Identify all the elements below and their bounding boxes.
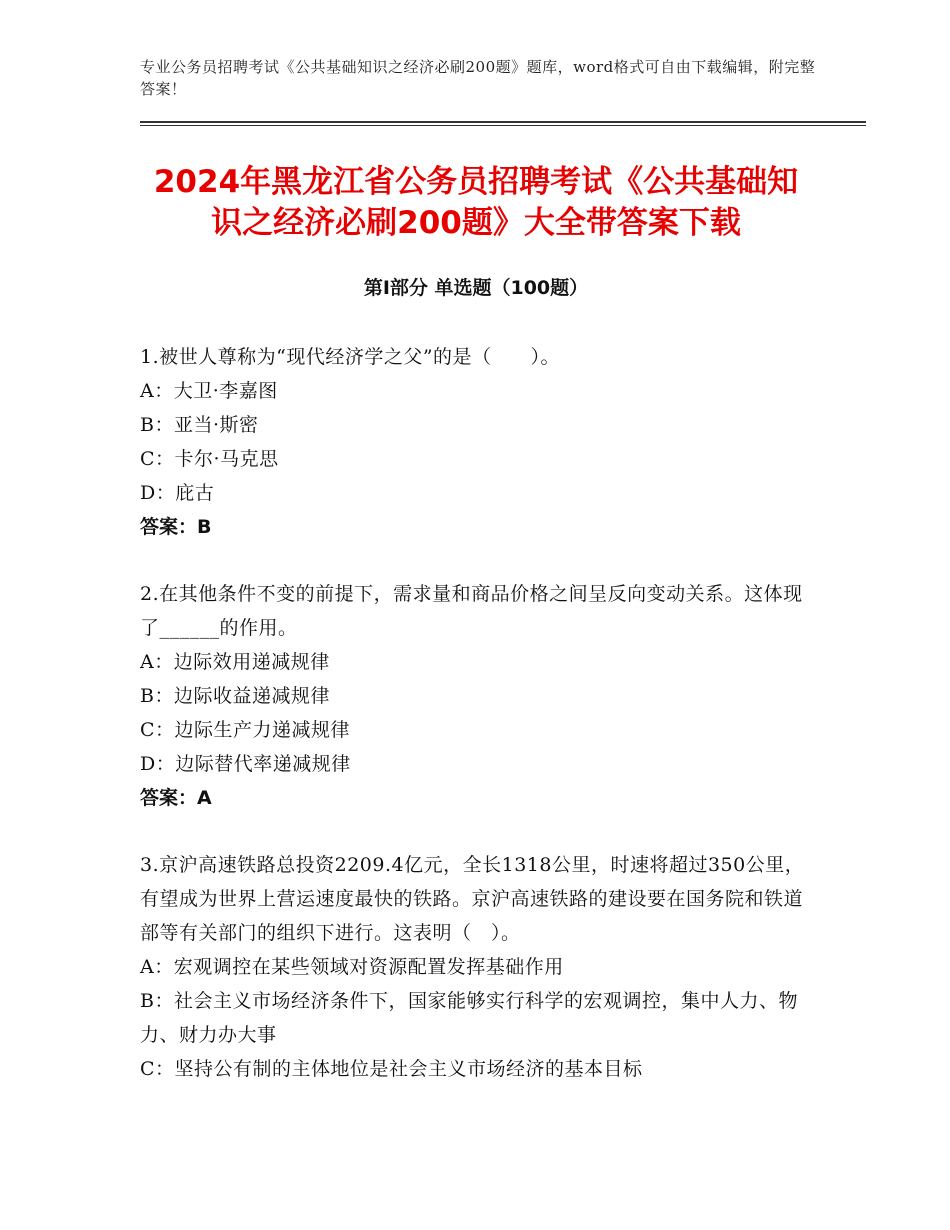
option-a: A：大卫·李嘉图 — [140, 380, 278, 402]
option-c: C：边际生产力递减规律 — [140, 719, 351, 741]
option-c: C：卡尔·马克思 — [140, 448, 279, 470]
header-note: 专业公务员招聘考试《公共基础知识之经济必刷200题》题库，word格式可自由下载编辑，附完整答案！ — [140, 58, 816, 98]
option-b: B：边际收益递减规律 — [140, 685, 330, 707]
section-heading: 第Ⅰ部分 单选题（100题） — [363, 277, 589, 299]
option-a: A：边际效用递减规律 — [140, 651, 330, 673]
option-b: B：社会主义市场经济条件下，国家能够实行科学的宏观调控，集中人力、物力、财力办大事 — [140, 990, 798, 1046]
question-3 — [140, 848, 812, 1086]
question-2 — [140, 577, 812, 815]
question-stem: 3.京沪高速铁路总投资2209.4亿元，全长1318公里，时速将超过350公里，有望成为世界上营运速度最快的铁路。京沪高速铁路的建设要在国务院和铁道部等有关部门的组织下进行。这表明（ ）。 — [140, 854, 805, 944]
option-d: D：庇古 — [140, 482, 215, 504]
header-divider-thin — [140, 125, 866, 126]
question-stem: 1.被世人尊称为“现代经济学之父”的是（ ）。 — [140, 346, 561, 368]
option-a: A：宏观调控在某些领域对资源配置发挥基础作用 — [140, 956, 564, 978]
question-list — [140, 340, 812, 1119]
document-title: 2024年黑龙江省公务员招聘考试《公共基础知识之经济必刷200题》大全带答案下载 — [153, 164, 799, 241]
answer-label: 答案：A — [140, 787, 212, 809]
header-divider-thick — [140, 121, 866, 123]
answer-label: 答案：B — [140, 516, 212, 538]
option-c: C：坚持公有制的主体地位是社会主义市场经济的基本目标 — [140, 1058, 643, 1080]
question-1 — [140, 340, 812, 544]
option-b: B：亚当·斯密 — [140, 414, 259, 436]
question-stem: 2.在其他条件不变的前提下，需求量和商品价格之间呈反向变动关系。这体现了______的作用。 — [140, 583, 803, 639]
option-d: D：边际替代率递减规律 — [140, 753, 351, 775]
